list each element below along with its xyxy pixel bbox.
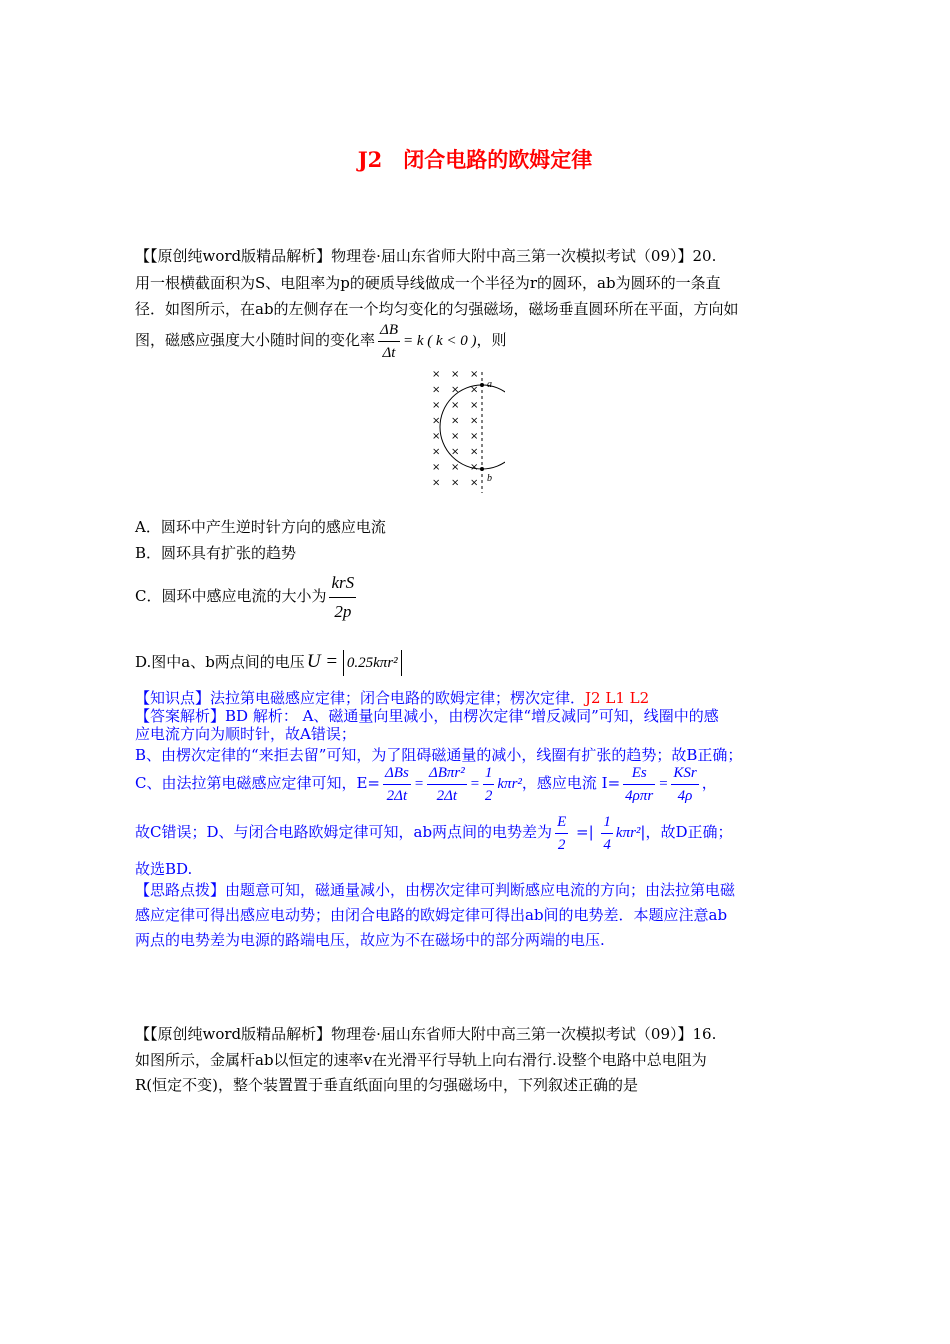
field-cross-icon: × [451,369,460,380]
fraction-numerator: 1 [601,811,613,834]
field-crosses [432,369,478,489]
option-d-abs-value: 0.25kπr² [343,650,402,676]
option-b: B．圆环具有扩张的趋势 [135,544,297,562]
field-cross-icon: × [470,400,479,411]
fraction-emf-1 [383,762,411,807]
q1-line: 径．如图所示，在ab的左侧存在一个均匀变化的匀强磁场，磁场垂直圆环所在平面，方向如 [135,300,739,318]
fraction-current-1 [623,762,655,807]
fraction-voltage-2 [601,811,613,856]
q2-line: 如图所示，金属杆ab以恒定的速率v在光滑平行导轨上向右滑行.设整个电路中总电阻为 [135,1051,707,1069]
fraction-numerator: krS [329,569,356,598]
option-d [135,647,402,677]
hint-text: 由题意可知，磁通量减小，由楞次定律可判断感应电流的方向；由法拉第电磁 [225,881,736,899]
q1-line-with-rate [135,318,507,364]
fraction-numerator: ΔB [378,319,400,342]
fraction-emf-3 [483,762,495,807]
fraction-denominator: 4ρπr [625,787,654,804]
answer-line: 应电流方向为顺时针，故A错误； [135,725,356,743]
fraction-numerator: ΔBs [383,762,411,785]
answer-line [135,706,719,726]
fraction-numerator: 1 [483,762,495,785]
field-cross-icon: × [432,369,441,380]
hint-line [135,880,735,900]
option-a: A．圆环中产生逆时针方向的感应电流 [135,518,386,536]
label-b: b [487,473,492,484]
field-cross-icon: × [451,446,460,458]
voltage-result: kπr² [615,825,641,841]
fraction-denominator: 2Δt [436,787,458,804]
fraction-denominator: 2p [334,601,352,621]
field-cross-icon: × [451,384,460,396]
field-cross-icon: × [470,462,479,473]
option-c-fraction [329,569,356,626]
option-c [135,568,359,626]
answer-text: ，故D正确； [645,823,733,841]
fraction-numerator: Es [623,762,655,785]
answer-text: C、由法拉第电磁感应定律可知，E= [135,774,380,792]
q2-header: 【【原创纯word版精品解析】物理卷·届山东省师大附中高三第一次模拟考试（09）】16. [135,1025,717,1043]
answer-line-c: C、由法拉第电磁感应定律可知，E= $\frac{\text{ΔBs}}{2\Delta t}$ = $\frac{\text{ΔBπr²}}{2\Delta t}$ = $\frac{1}{2}$ kπr²，感应电流 I= $\frac{Es}{\text{4ρπr}}$ = $\frac{\text{KSr}}{4\rho}$ ， [135,760,717,807]
point-b [480,467,484,471]
hint-line: 感应定律可得出感应电动势；由闭合电路的欧姆定律可得出ab间的电势差．本题应注意ab [135,906,728,924]
knowledge-point-text: 法拉第电磁感应定律；闭合电路的欧姆定律；楞次定律． [210,689,586,707]
field-cross-icon: × [470,415,479,427]
answer-line-d: 故C错误；D、与闭合电路欧姆定律可知，ab两点间的电势差为 $\frac{E}{2}$ =| $\frac{1}{4}$ kπr²|，故D正确； [135,809,733,856]
knowledge-point-codes: J2 L1 L2 [585,689,650,707]
rate-fraction [378,319,400,364]
field-cross-icon: × [432,431,441,442]
fraction-emf-2 [427,762,467,807]
field-cross-icon: × [432,400,441,411]
option-d-u: U = [306,651,339,672]
fraction-denominator: 2 [484,787,493,804]
option-d-text: D.图中a、b两点间的电压 [135,653,305,671]
label-a: a [487,379,492,390]
fraction-numerator: ΔBπr² [427,762,467,785]
hint-line: 两点的电势差为电源的路端电压，故应为不在磁场中的部分两端的电压. [135,931,605,949]
answer-line: B、由楞次定律的“来拒去留”可知，为了阻碍磁通量的减小，线圈有扩张的趋势；故B正确； [135,746,743,764]
field-cross-icon: × [451,400,460,411]
answer-text: ，感应电流 I= [521,774,621,792]
hint-label: 【思路点拨】 [135,881,226,899]
magnetic-field-ring-figure [425,367,505,493]
fraction-denominator: 4 [603,836,611,853]
q1-line-text: ，则 [476,331,507,349]
field-cross-icon: × [451,462,460,473]
page-title: J2 闭合电路的欧姆定律 [357,147,593,172]
answer-text: 故C错误；D、与闭合电路欧姆定律可知，ab两点间的电势差为 [135,823,553,841]
q1-line: 用一根横截面积为S、电阻率为p的硬质导线做成一个半径为r的圆环，ab为圆环的一条直 [135,274,721,292]
field-cross-icon: × [432,446,441,458]
point-a [480,383,484,387]
answer-text: BD 解析： A、磁通量向里减小，由楞次定律“增反减同”可知，线圈中的感 [225,707,719,725]
answer-label: 【答案解析】 [135,707,226,725]
fraction-current-2 [671,762,698,807]
knowledge-point-label: 【知识点】 [135,689,211,707]
field-cross-icon: × [432,477,441,489]
q1-line-text: 图，磁感应强度大小随时间的变化率 [135,331,376,349]
fraction-denominator: 2 [557,836,566,853]
knowledge-point [135,688,649,708]
emf-result: kπr² [497,776,522,792]
fraction-denominator: Δt [382,344,396,361]
field-cross-icon: × [451,415,460,427]
field-cross-icon: × [432,462,441,473]
fraction-voltage-1 [555,811,568,856]
final-answer: 故选BD. [135,860,193,878]
q2-line: R(恒定不变)，整个装置置于垂直纸面向里的匀强磁场中，下列叙述正确的是 [135,1076,639,1094]
field-cross-icon: × [470,477,479,489]
fraction-denominator: 4ρ [677,787,693,804]
q1-header: 【【原创纯word版精品解析】物理卷·届山东省师大附中高三第一次模拟考试（09）】20. [135,247,717,265]
fraction-numerator: E [555,811,568,834]
field-cross-icon: × [451,431,460,442]
field-cross-icon: × [470,446,479,458]
field-cross-icon: × [432,415,441,427]
fraction-denominator: 2Δt [386,787,408,804]
field-cross-icon: × [470,431,479,442]
field-cross-icon: × [432,384,441,396]
field-cross-icon: × [451,477,460,489]
fraction-numerator: KSr [671,762,698,785]
option-c-text: C．圆环中感应电流的大小为 [135,587,327,605]
field-cross-icon: × [470,369,479,380]
rate-rhs: = k ( k < 0 ) [402,333,477,349]
field-cross-icon: × [470,384,479,396]
